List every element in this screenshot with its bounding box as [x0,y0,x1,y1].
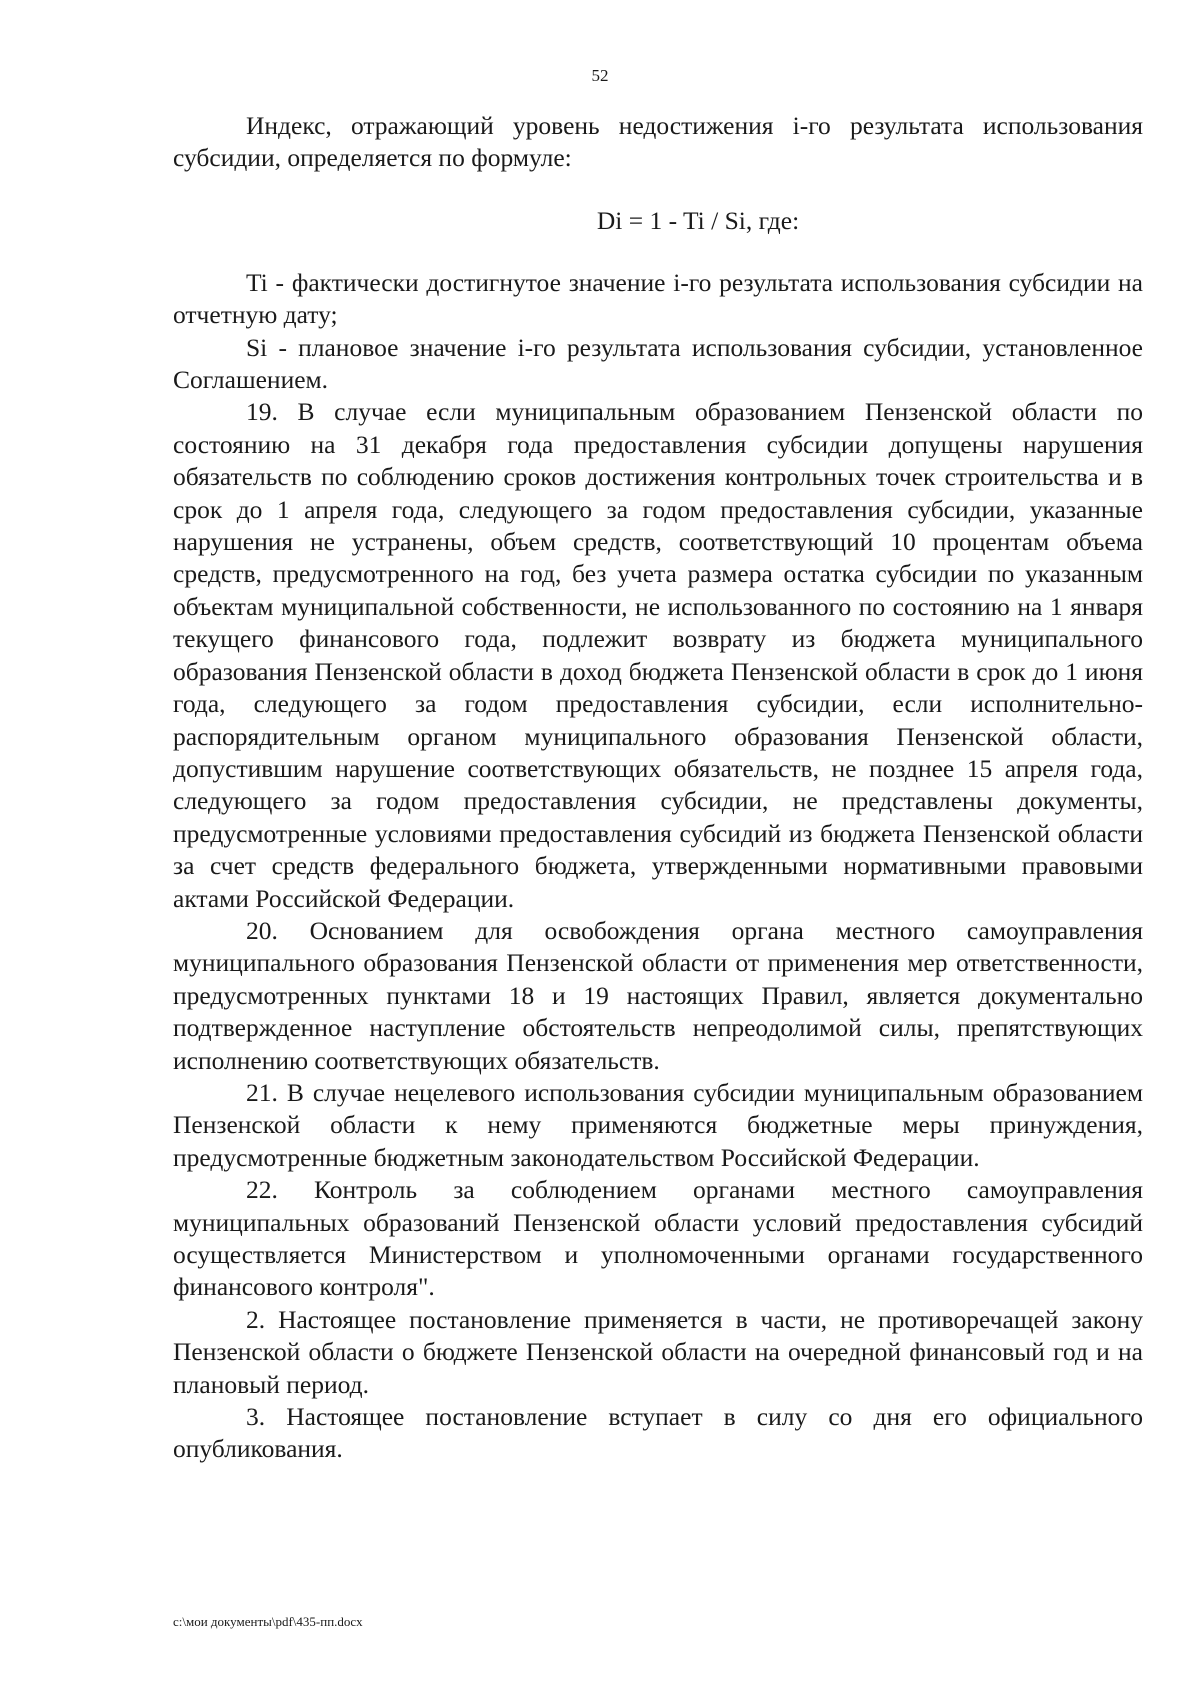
index-intro-paragraph: Индекс, отражающий уровень недостижения i-го результата использования субсидии, определяется по формуле: [173,111,1143,173]
si-definition-paragraph: Si - плановое значение i-го результата использования субсидии, установленное Соглашением. [173,332,1143,395]
page-number: 52 [591,66,609,85]
footer-file-path: c:\мои документы\pdf\435-пп.docx [173,1614,363,1629]
item-3-paragraph: 3. Настоящее постановление вступает в силу со дня его официального опубликования. [173,1402,1143,1464]
paragraph-19: 19. В случае если муниципальным образованием Пензенской области по состоянию на 31 декабря года предоставления субсидии допущены нарушения обязательств по соблюдению сроков достижения контрольных точек строительства и в срок до 1 апреля года, следующего за годом предоставления субсидии, указанные нарушения не устранены, объем средств, соответствующий 10 процентам объема средств, предусмотренного на год, без учета размера остатка субсидии по указанным объектам муниципальной собственности, не использованного по состоянию на 1 января текущего финансового года, подлежит возврату из бюджета муниципального образования Пензенской области в доход бюджета Пензенской области в срок до 1 июня года, следующего за годом предоставления субсидии, если исполнительно-распорядительным органом муниципального образования Пензенской области, допустившим нарушение соответствующих обязательств, не позднее 15 апреля года, следующего за годом предоставления субсидии, не представлены документы, предусмотренные условиями предоставления субсидий из бюджета Пензенской области за счет средств федерального бюджета, утвержденными нормативными правовыми актами Российской Федерации. [173,397,1143,913]
paragraph-22: 22. Контроль за соблюдением органами местного самоуправления муниципальных образований Пензенской области условий предоставления субсидий осуществляется Министерством и уполномоченными органами государственного финансового контроля". [173,1175,1143,1302]
item-2-paragraph: 2. Настоящее постановление применяется в части, не противоречащей закону Пензенской области о бюджете Пензенской области на очередной финансовый год и на плановый период. [173,1304,1143,1399]
ti-definition-paragraph: Ti - фактически достигнутое значение i-го результата использования субсидии на отчетную дату; [173,267,1143,330]
paragraph-21: 21. В случае нецелевого использования субсидии муниципальным образованием Пензенской области к нему применяются бюджетные меры принуждения, предусмотренные бюджетным законодательством Российской Федерации. [173,1077,1143,1172]
document-body [173,110,1143,1466]
paragraph-20: 20. Основанием для освобождения органа местного самоуправления муниципального образования Пензенской области от применения мер ответственности, предусмотренных пунктами 18 и 19 настоящих Правил, является документально подтвержденное наступление обстоятельств непреодолимой силы, препятствующих исполнению соответствующих обязательств. [173,915,1143,1075]
formula: Di = 1 - Ti / Si, где: [596,205,800,235]
